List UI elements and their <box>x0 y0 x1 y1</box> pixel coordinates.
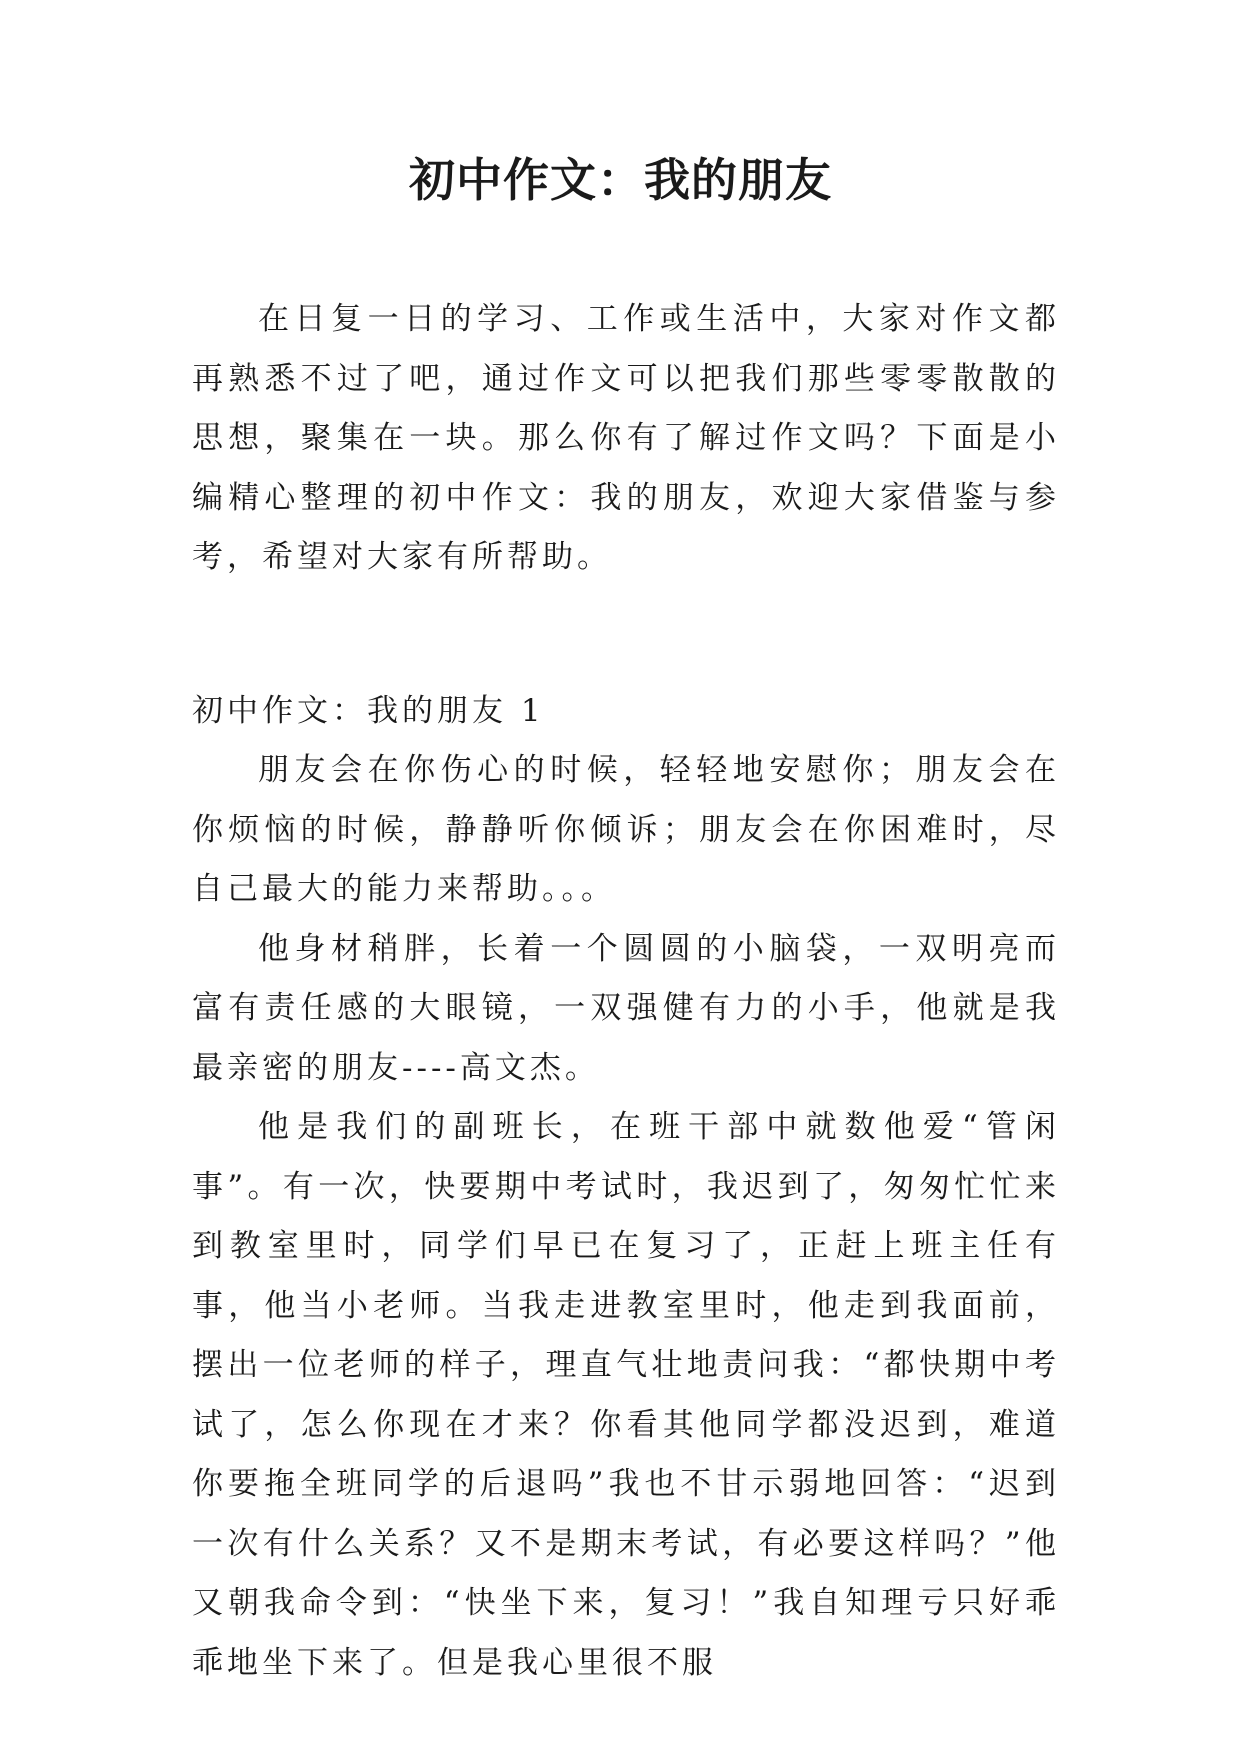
body-paragraph-2: 他身材稍胖，长着一个圆圆的小脑袋，一双明亮而富有责任感的大眼镜，一双强健有力的小手，他就是我最亲密的朋友----高文杰。 <box>192 930 1060 1086</box>
body-paragraph-1: 朋友会在你伤心的时候，轻轻地安慰你；朋友会在你烦恼的时候，静静听你倾诉；朋友会在你困难时，尽自己最大的能力来帮助。。。 <box>192 752 1060 907</box>
intro-paragraph: 在日复一日的学习、工作或生活中，大家对作文都再熟悉不过了吧，通过作文可以把我们那些零零散散的思想，聚集在一块。那么你有了解过作文吗？下面是小编精心整理的初中作文：我的朋友，欢迎大家借鉴与参考，希望对大家有所帮助。 <box>192 301 1060 575</box>
document-body <box>192 290 1060 1693</box>
document-title: 初中作文：我的朋友 <box>409 153 832 207</box>
body-paragraph-3: 他是我们的副班长，在班干部中就数他爱“管闲事”。有一次，快要期中考试时，我迟到了，匆匆忙忙来到教室里时，同学们早已在复习了，正赶上班主任有事，他当小老师。当我走进教室里时，他走到我面前，摆出一位老师的样子，理直气壮地责问我：“都快期中考试了，怎么你现在才来？你看其他同学都没迟到，难道你要拖全班同学的后退吗”我也不甘示弱地回答：“迟到一次有什么关系？又不是期末考试，有必要这样吗？”他又朝我命令到：“快坐下来，复习！”我自知理亏只好乖乖地坐下来了。但是我心里很不服 <box>192 1109 1060 1681</box>
section-heading: 初中作文：我的朋友 1 <box>192 692 545 729</box>
